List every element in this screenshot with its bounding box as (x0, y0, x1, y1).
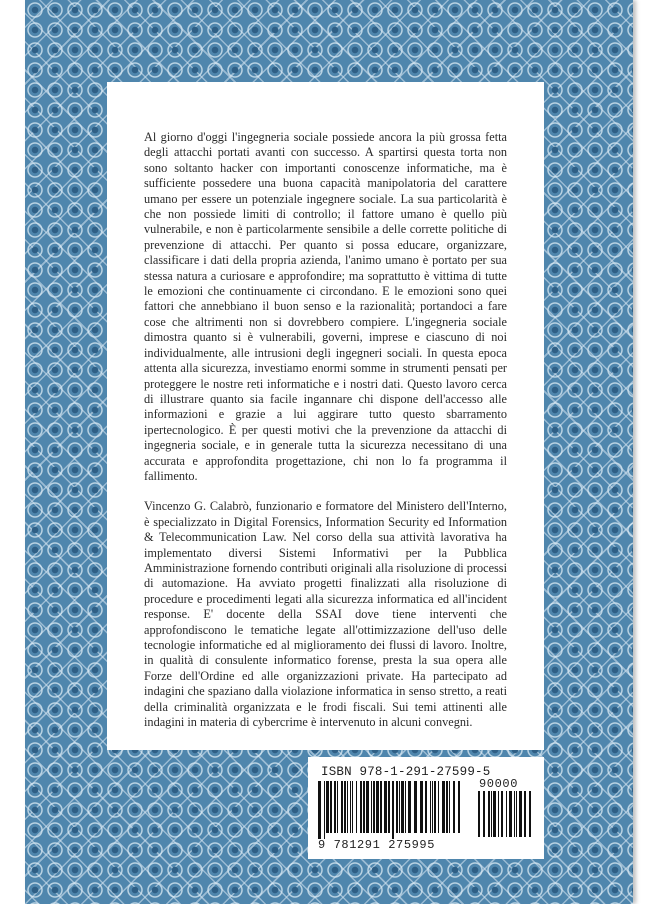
barcode-bar (446, 781, 448, 833)
barcode-bar (341, 781, 343, 833)
barcode-bar (392, 781, 394, 839)
barcode-bar (458, 781, 460, 833)
barcode-digits: 9 781291 275995 (318, 838, 436, 852)
barcode-bar (337, 781, 338, 833)
isbn-label: ISBN 978-1-291-27599-5 (321, 765, 491, 779)
barcode-bar (408, 781, 411, 833)
back-cover-text (144, 130, 507, 730)
barcode-bar (405, 781, 406, 833)
price-code: 90000 (479, 777, 519, 791)
barcode-bar (360, 781, 362, 833)
barcode-bar (425, 781, 427, 833)
barcode-bar (453, 781, 455, 833)
barcode-bar (330, 781, 332, 833)
barcode-bar (347, 781, 348, 833)
barcode-bar (352, 781, 353, 833)
price-barcode-bar (509, 791, 512, 837)
price-barcode-bar (478, 791, 480, 837)
barcode-bar (371, 781, 372, 833)
barcode-bar (324, 781, 325, 839)
barcode-bar (356, 781, 357, 833)
price-barcode-bar (493, 791, 496, 837)
barcode-bar (326, 781, 329, 833)
barcode-bar (384, 781, 387, 833)
price-barcode-bar (488, 791, 490, 837)
author-bio-paragraph: Vincenzo G. Calabrò, funzionario e formatore del Ministero dell'Interno, è specializzato in Digital Forensics, Information Security ed Information & Telecommunication Law. Nel corso della sua attività lavorativa ha implementato diversi Sistemi Informativi per la Pubblica Amministrazione fornendo contributi originali alla risoluzione di processi di automazione. Ha avviato progetti finalizzati alla risoluzione di procedure e procedimenti legati alla sicurezza informatica ed all'incident response. E' docente della SSAI dove tiene interventi che approfondiscono le tematiche legate all'ottimizzazione dell'uso delle tecnologie informatiche ed al miglioramento dei flussi di lavoro. Inoltre, in qualità di consulente informatico forense, presta la sua opera alle Forze dell'Ordine ed alle organizzazioni private. Ha partecipato ad indagini che spaziano dalla violazione informatica in senso stretto, a reati della criminalità organizzata e le frodi fiscali. Sui temi attinenti alle indagini in materia di cybercrime è intervenuto in alcuni convegni. (144, 499, 508, 730)
price-barcode-bar (483, 791, 485, 837)
barcode-bar (401, 781, 404, 833)
barcode-bar (350, 781, 351, 833)
price-barcode-bar (514, 791, 515, 837)
price-barcode-bar (516, 791, 517, 837)
barcode-bar (344, 781, 346, 833)
price-barcode-bar (501, 791, 503, 837)
barcode-bar (396, 781, 398, 833)
barcode-bar (380, 781, 382, 833)
barcode-bar (449, 781, 450, 833)
barcode-bar (420, 781, 423, 833)
price-barcode-bar (498, 791, 499, 837)
price-barcode-bar (519, 791, 522, 837)
barcode-bar (434, 781, 436, 833)
price-barcode-bar (491, 791, 492, 837)
price-barcode-bar (529, 791, 531, 837)
price-barcode (478, 791, 534, 837)
barcode-bar (373, 781, 375, 833)
barcode-bar (432, 781, 433, 833)
ean-barcode (318, 781, 466, 839)
isbn-barcode-box (308, 757, 544, 859)
barcode-bar (366, 781, 369, 833)
price-barcode-bar (506, 791, 507, 837)
barcode-bar (430, 781, 431, 833)
barcode-bar (438, 781, 439, 833)
barcode-bar (442, 781, 445, 833)
barcode-bar (363, 781, 365, 833)
barcode-bar (388, 781, 390, 833)
blurb-paragraph: Al giorno d'oggi l'ingegneria sociale possiede ancora la più grossa fetta degli attacchi portati avanti con successo. A spartirsi questa torta non sono soltanto hacker con importanti conoscenze informatiche, ma è sufficiente possedere una buona capacità manipolatoria del carattere umano per essere un potenziale ingegnere sociale. La sua particolarità è che non possiede limiti di controllo; il fattore umano è quello più vulnerabile, e non è particolarmente sensibile a delle corrette politiche di prevenzione di attacchi. Per quanto si possa educare, organizzare, classificare i dati della propria azienda, l'animo umano è portato per sua stessa natura a curiosare e approfondire; ma soprattutto è vittima di tutte le emozioni che continuamente ci circondano. E le emozioni sono quei fattori che annebbiano il buon senso e la razionalità; portandoci a fare cose che altrimenti non si dovrebbero compiere. L'ingegneria sociale dimostra quanto si è vulnerabili, governi, imprese e ciascuno di noi individualmente, alle intrusioni degli ingegneri sociali. In questa epoca attenta alla sicurezza, investiamo enormi somme in strumenti pensati per proteggere le nostre reti informatiche e i nostri dati. Questo lavoro cerca di illustrare quanto sia facile ingannare chi dispone dell'accesso alle informazioni e grazie a lui aggirare tutto questo sbarramento ipertecnologico. È per questi motivi che la prevenzione da attacchi di ingegneria sociale, e in generale tutta la sicurezza necessitano di una accurata e approfondita progettazione, chi non lo fa programma il fallimento. (144, 130, 507, 483)
barcode-bar (399, 781, 400, 833)
price-barcode-bar (524, 791, 526, 837)
barcode-bar (334, 781, 336, 833)
barcode-bar (318, 781, 321, 839)
barcode-bar (414, 781, 417, 833)
barcode-bar (376, 781, 379, 833)
